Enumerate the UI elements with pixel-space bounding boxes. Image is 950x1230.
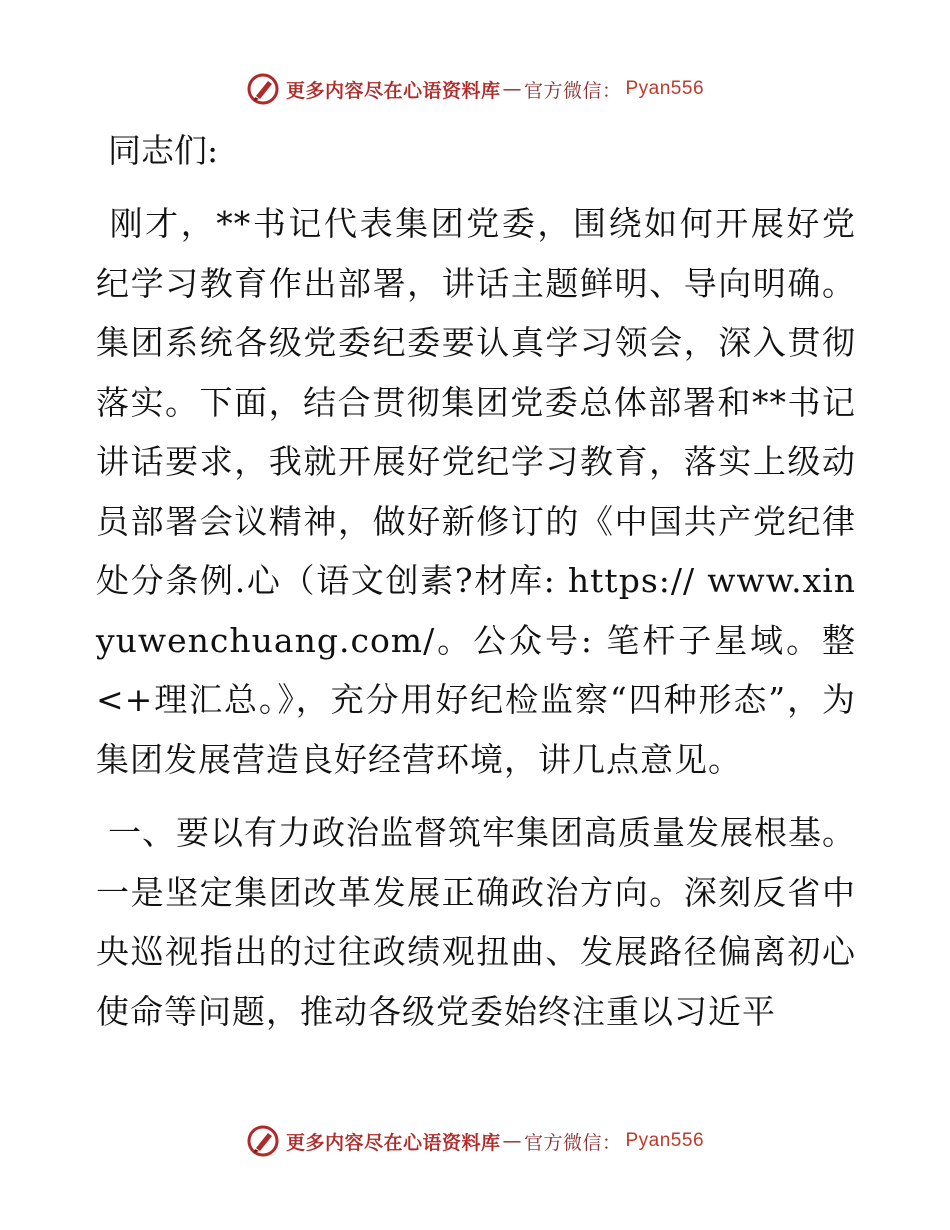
watermark-label: 官方微信： xyxy=(523,79,622,102)
paragraph-1 xyxy=(96,194,856,789)
watermark-wechat-id: Pyan556 xyxy=(625,78,705,99)
pen-logo-icon xyxy=(246,1124,280,1158)
watermark-footer xyxy=(0,1124,950,1158)
paragraph-2 xyxy=(96,803,856,1041)
watermark-label: 官方微信： xyxy=(523,1131,622,1154)
paragraph-1-text: 刚才，**书记代表集团党委，围绕如何开展好党纪学习教育作出部署，讲话主题鲜明、导向明确。集团系统各级党委纪委要认真学习领会，深入贯彻落实。下面，结合贯彻集团党委总体部署和**书记讲话要求，我就开展好党纪学习教育，落实上级动员部署会议精神，做好新修订的《中国共产党纪律处分条例.心（语文创素?材库: https:// www.xinyuwenchuang.com/。公众号: 笔杆子星域。整<+理汇总。》，充分用好纪检监察“四种形态”，为集团发展营造良好经营环境，讲几点意见。 xyxy=(96,204,856,779)
document-body xyxy=(96,122,856,1055)
watermark-wechat-id: Pyan556 xyxy=(625,1130,705,1151)
watermark-text: 更多内容尽在心语资料库 xyxy=(285,79,501,102)
watermark-text: 更多内容尽在心语资料库 xyxy=(285,1131,501,1154)
watermark-separator: — xyxy=(502,1130,522,1152)
watermark-separator: — xyxy=(502,78,522,100)
greeting: 同志们: xyxy=(108,131,219,170)
pen-logo-icon xyxy=(246,72,280,106)
paragraph-2-text: 一、要以有力政治监督筑牢集团高质量发展根基。一是坚定集团改革发展正确政治方向。深刻反省中央巡视指出的过往政绩观扭曲、发展路径偏离初心使命等问题，推动各级党委始终注重以习近平 xyxy=(96,813,856,1031)
watermark-header xyxy=(0,72,950,106)
